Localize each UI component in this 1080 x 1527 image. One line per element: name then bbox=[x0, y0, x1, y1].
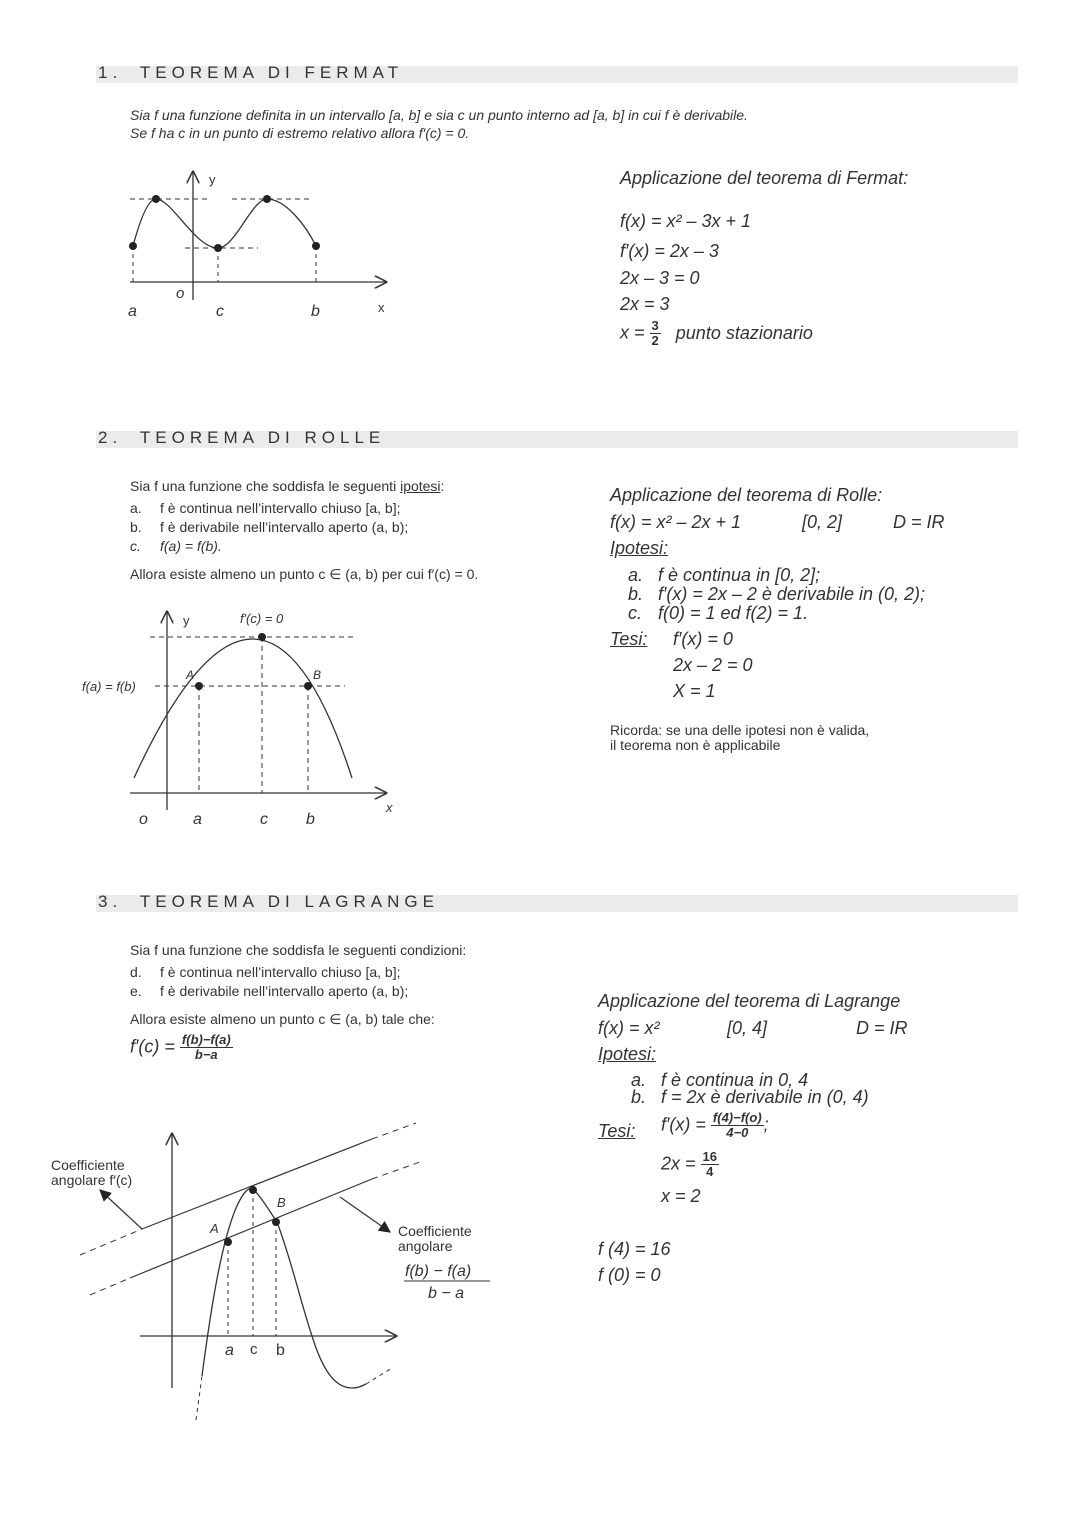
fermat-application-title: Applicazione del teorema di Fermat: bbox=[620, 168, 909, 188]
list-label: a. bbox=[628, 565, 644, 585]
list-label: b. bbox=[628, 584, 644, 604]
point-label-c: c bbox=[250, 1341, 258, 1358]
fraction-denominator: 4−0 bbox=[726, 1125, 749, 1141]
rolle-tesi-step: 2x – 2 = 0 bbox=[673, 655, 753, 675]
tangent-dashed bbox=[372, 1123, 416, 1139]
rolle-tesi-step: f′(x) = 0 bbox=[673, 629, 733, 649]
lagrange-tesi-step: x = 2 bbox=[661, 1186, 701, 1206]
lagrange-application-title: Applicazione del teorema di Lagrange bbox=[598, 991, 901, 1011]
rolle-note-line1: Ricorda: se una delle ipotesi non è valida, bbox=[610, 722, 870, 738]
point-label-b: b bbox=[306, 811, 315, 828]
list-item bbox=[631, 1087, 869, 1108]
fermat-step: 2x – 3 = 0 bbox=[620, 268, 700, 288]
rolle-tesi-label: Tesi: bbox=[610, 629, 648, 649]
list-text: f(0) = 1 ed f(2) = 1. bbox=[658, 603, 809, 623]
lagrange-intro: Sia f una funzione che soddisfa le seguenti condizioni: bbox=[130, 942, 467, 958]
fraction-denominator: b−a bbox=[194, 1047, 218, 1063]
tangent-line bbox=[142, 1139, 372, 1229]
point-label-A: A bbox=[186, 668, 195, 682]
lagrange-conclusion: Allora esiste almeno un punto c ∈ (a, b) tale che: bbox=[130, 1011, 435, 1027]
rolle-application-title: Applicazione del teorema di Rolle: bbox=[610, 485, 883, 505]
list-label: a. bbox=[631, 1070, 647, 1090]
intro-colon: : bbox=[440, 478, 445, 494]
origin-label: o bbox=[176, 285, 185, 302]
point-label-a: a bbox=[193, 811, 202, 828]
origin-label: o bbox=[139, 811, 148, 828]
coef1-label-line2: angolare f′(c) bbox=[51, 1172, 133, 1188]
point-label-B: B bbox=[277, 1195, 286, 1210]
coef2-fraction-numerator: f(b) − f(a) bbox=[405, 1263, 472, 1280]
rolle-note-line2: il teorema non è applicabile bbox=[610, 737, 781, 753]
list-text: f′(x) = 2x – 2 è derivabile in (0, 2); bbox=[658, 584, 925, 604]
list-text: f è continua in [0, 2]; bbox=[658, 565, 821, 585]
curve-dashed bbox=[196, 1376, 202, 1420]
point-c bbox=[249, 1186, 257, 1194]
rolle-tesi-step: X = 1 bbox=[673, 681, 716, 701]
result-prefix: x = bbox=[620, 322, 645, 343]
coef2-label-line2: angolare bbox=[398, 1238, 453, 1254]
fraction bbox=[701, 1150, 719, 1180]
axis-label-y: y bbox=[183, 613, 190, 628]
lagrange-tesi-step bbox=[661, 1150, 719, 1180]
rolle-ipotesi-label: Ipotesi: bbox=[610, 538, 669, 558]
fermat-statement-line1: Sia f una funzione definita in un intervallo [a, b] e sia c un punto interno ad [a, b] in cui f è derivabile. bbox=[130, 107, 748, 123]
point-label-a: a bbox=[128, 303, 137, 320]
list-text: f(a) = f(b). bbox=[160, 538, 222, 554]
lagrange-value: f (0) = 0 bbox=[598, 1265, 661, 1285]
point-label-A: A bbox=[210, 1221, 219, 1236]
fermat-statement-line2: Se f ha c in un punto di estremo relativo allora f′(c) = 0. bbox=[130, 125, 470, 141]
secant-line bbox=[130, 1179, 372, 1278]
list-label: c. bbox=[130, 538, 141, 554]
point-label-B: B bbox=[313, 668, 322, 682]
point-A bbox=[224, 1238, 232, 1246]
lagrange-tesi-label: Tesi: bbox=[598, 1121, 636, 1141]
tangent-dashed bbox=[80, 1229, 142, 1255]
lagrange-value: f (4) = 16 bbox=[598, 1239, 671, 1259]
fafb-label: f(a) = f(b) bbox=[82, 679, 136, 694]
point-label-b: b bbox=[276, 1342, 285, 1359]
list-label: b. bbox=[631, 1087, 647, 1107]
fermat-step: f(x) = x² – 3x + 1 bbox=[620, 211, 752, 231]
point-label-c: c bbox=[216, 303, 224, 320]
secant-dashed bbox=[372, 1162, 420, 1179]
list-text: f è continua in 0, 4 bbox=[661, 1070, 809, 1090]
curve-dashed bbox=[366, 1368, 392, 1384]
point-label-c: c bbox=[260, 811, 268, 828]
fraction-numerator: 16 bbox=[702, 1149, 718, 1164]
fraction-numerator: 3 bbox=[651, 318, 659, 333]
fermat-step: f′(x) = 2x – 3 bbox=[620, 241, 719, 261]
coef2-label-line1: Coefficiente bbox=[398, 1223, 472, 1239]
arrow-tangent bbox=[100, 1190, 142, 1229]
intro-underlined: ipotesi bbox=[400, 478, 441, 494]
tesi-lhs: f′(x) = bbox=[661, 1114, 706, 1135]
lagrange-interval: [0, 4] bbox=[727, 1018, 768, 1038]
list-label: d. bbox=[130, 964, 142, 980]
list-text: f è derivabile nell’intervallo aperto (a, b); bbox=[160, 519, 409, 535]
section-title-text: TEOREMA DI FERMAT bbox=[139, 63, 404, 82]
rolle-domain: D = IR bbox=[893, 512, 945, 532]
lagrange-function: f(x) = x² bbox=[598, 1018, 660, 1038]
list-label: b. bbox=[130, 519, 142, 535]
list-label: a. bbox=[130, 500, 142, 516]
rolle-function: f(x) = x² – 2x + 1 bbox=[610, 512, 742, 532]
step-lhs: 2x = bbox=[661, 1153, 696, 1174]
fraction-numerator: f(b)−f(a) bbox=[181, 1032, 231, 1047]
fc-label: f′(c) = 0 bbox=[240, 611, 284, 626]
coef1-label-line1: Coefficiente bbox=[51, 1157, 125, 1173]
tesi-semicolon: ; bbox=[763, 1114, 769, 1135]
coef2-fraction-denominator: b − a bbox=[428, 1285, 465, 1302]
list-text: f è continua nell’intervallo chiuso [a, b]; bbox=[160, 500, 401, 516]
point-label-b: b bbox=[311, 303, 320, 320]
list-label: e. bbox=[130, 983, 142, 999]
lagrange-ipotesi-label: Ipotesi: bbox=[598, 1044, 657, 1064]
rolle-interval: [0, 2] bbox=[802, 512, 843, 532]
axis-label-x: x bbox=[386, 800, 393, 815]
list-label: c. bbox=[628, 603, 643, 623]
lagrange-tesi-step bbox=[661, 1111, 769, 1141]
point-B bbox=[272, 1218, 280, 1226]
fraction bbox=[711, 1111, 764, 1141]
list-text: f è derivabile nell’intervallo aperto (a, b); bbox=[160, 983, 409, 999]
formula-lhs: f′(c) = bbox=[130, 1036, 175, 1057]
list-text: f = 2x è derivabile in (0, 4) bbox=[661, 1087, 869, 1107]
section-number: 1. bbox=[98, 63, 123, 82]
fraction-numerator: f(4)−f(o) bbox=[712, 1110, 762, 1125]
point-label-a: a bbox=[225, 1342, 234, 1359]
fraction-denominator: 4 bbox=[706, 1164, 714, 1180]
section-title-text: TEOREMA DI ROLLE bbox=[139, 428, 386, 447]
rolle-conclusion: Allora esiste almeno un punto c ∈ (a, b) per cui f′(c) = 0. bbox=[130, 566, 479, 582]
arrow-secant bbox=[340, 1197, 390, 1232]
section-number: 2. bbox=[98, 428, 123, 447]
intro-text: Sia f una funzione che soddisfa le seguenti bbox=[130, 478, 397, 494]
secant-dashed bbox=[90, 1278, 130, 1295]
section-number: 3. bbox=[98, 892, 123, 911]
axis-label-x: x bbox=[378, 300, 385, 315]
axis-label-y: y bbox=[209, 172, 216, 187]
fraction-denominator: 2 bbox=[651, 333, 659, 349]
list-text: f è continua nell’intervallo chiuso [a, b]; bbox=[160, 964, 401, 980]
section-title-text: TEOREMA DI LAGRANGE bbox=[139, 892, 439, 911]
fermat-step: 2x = 3 bbox=[620, 294, 670, 314]
result-note: punto stazionario bbox=[675, 322, 813, 343]
lagrange-domain: D = IR bbox=[856, 1018, 908, 1038]
